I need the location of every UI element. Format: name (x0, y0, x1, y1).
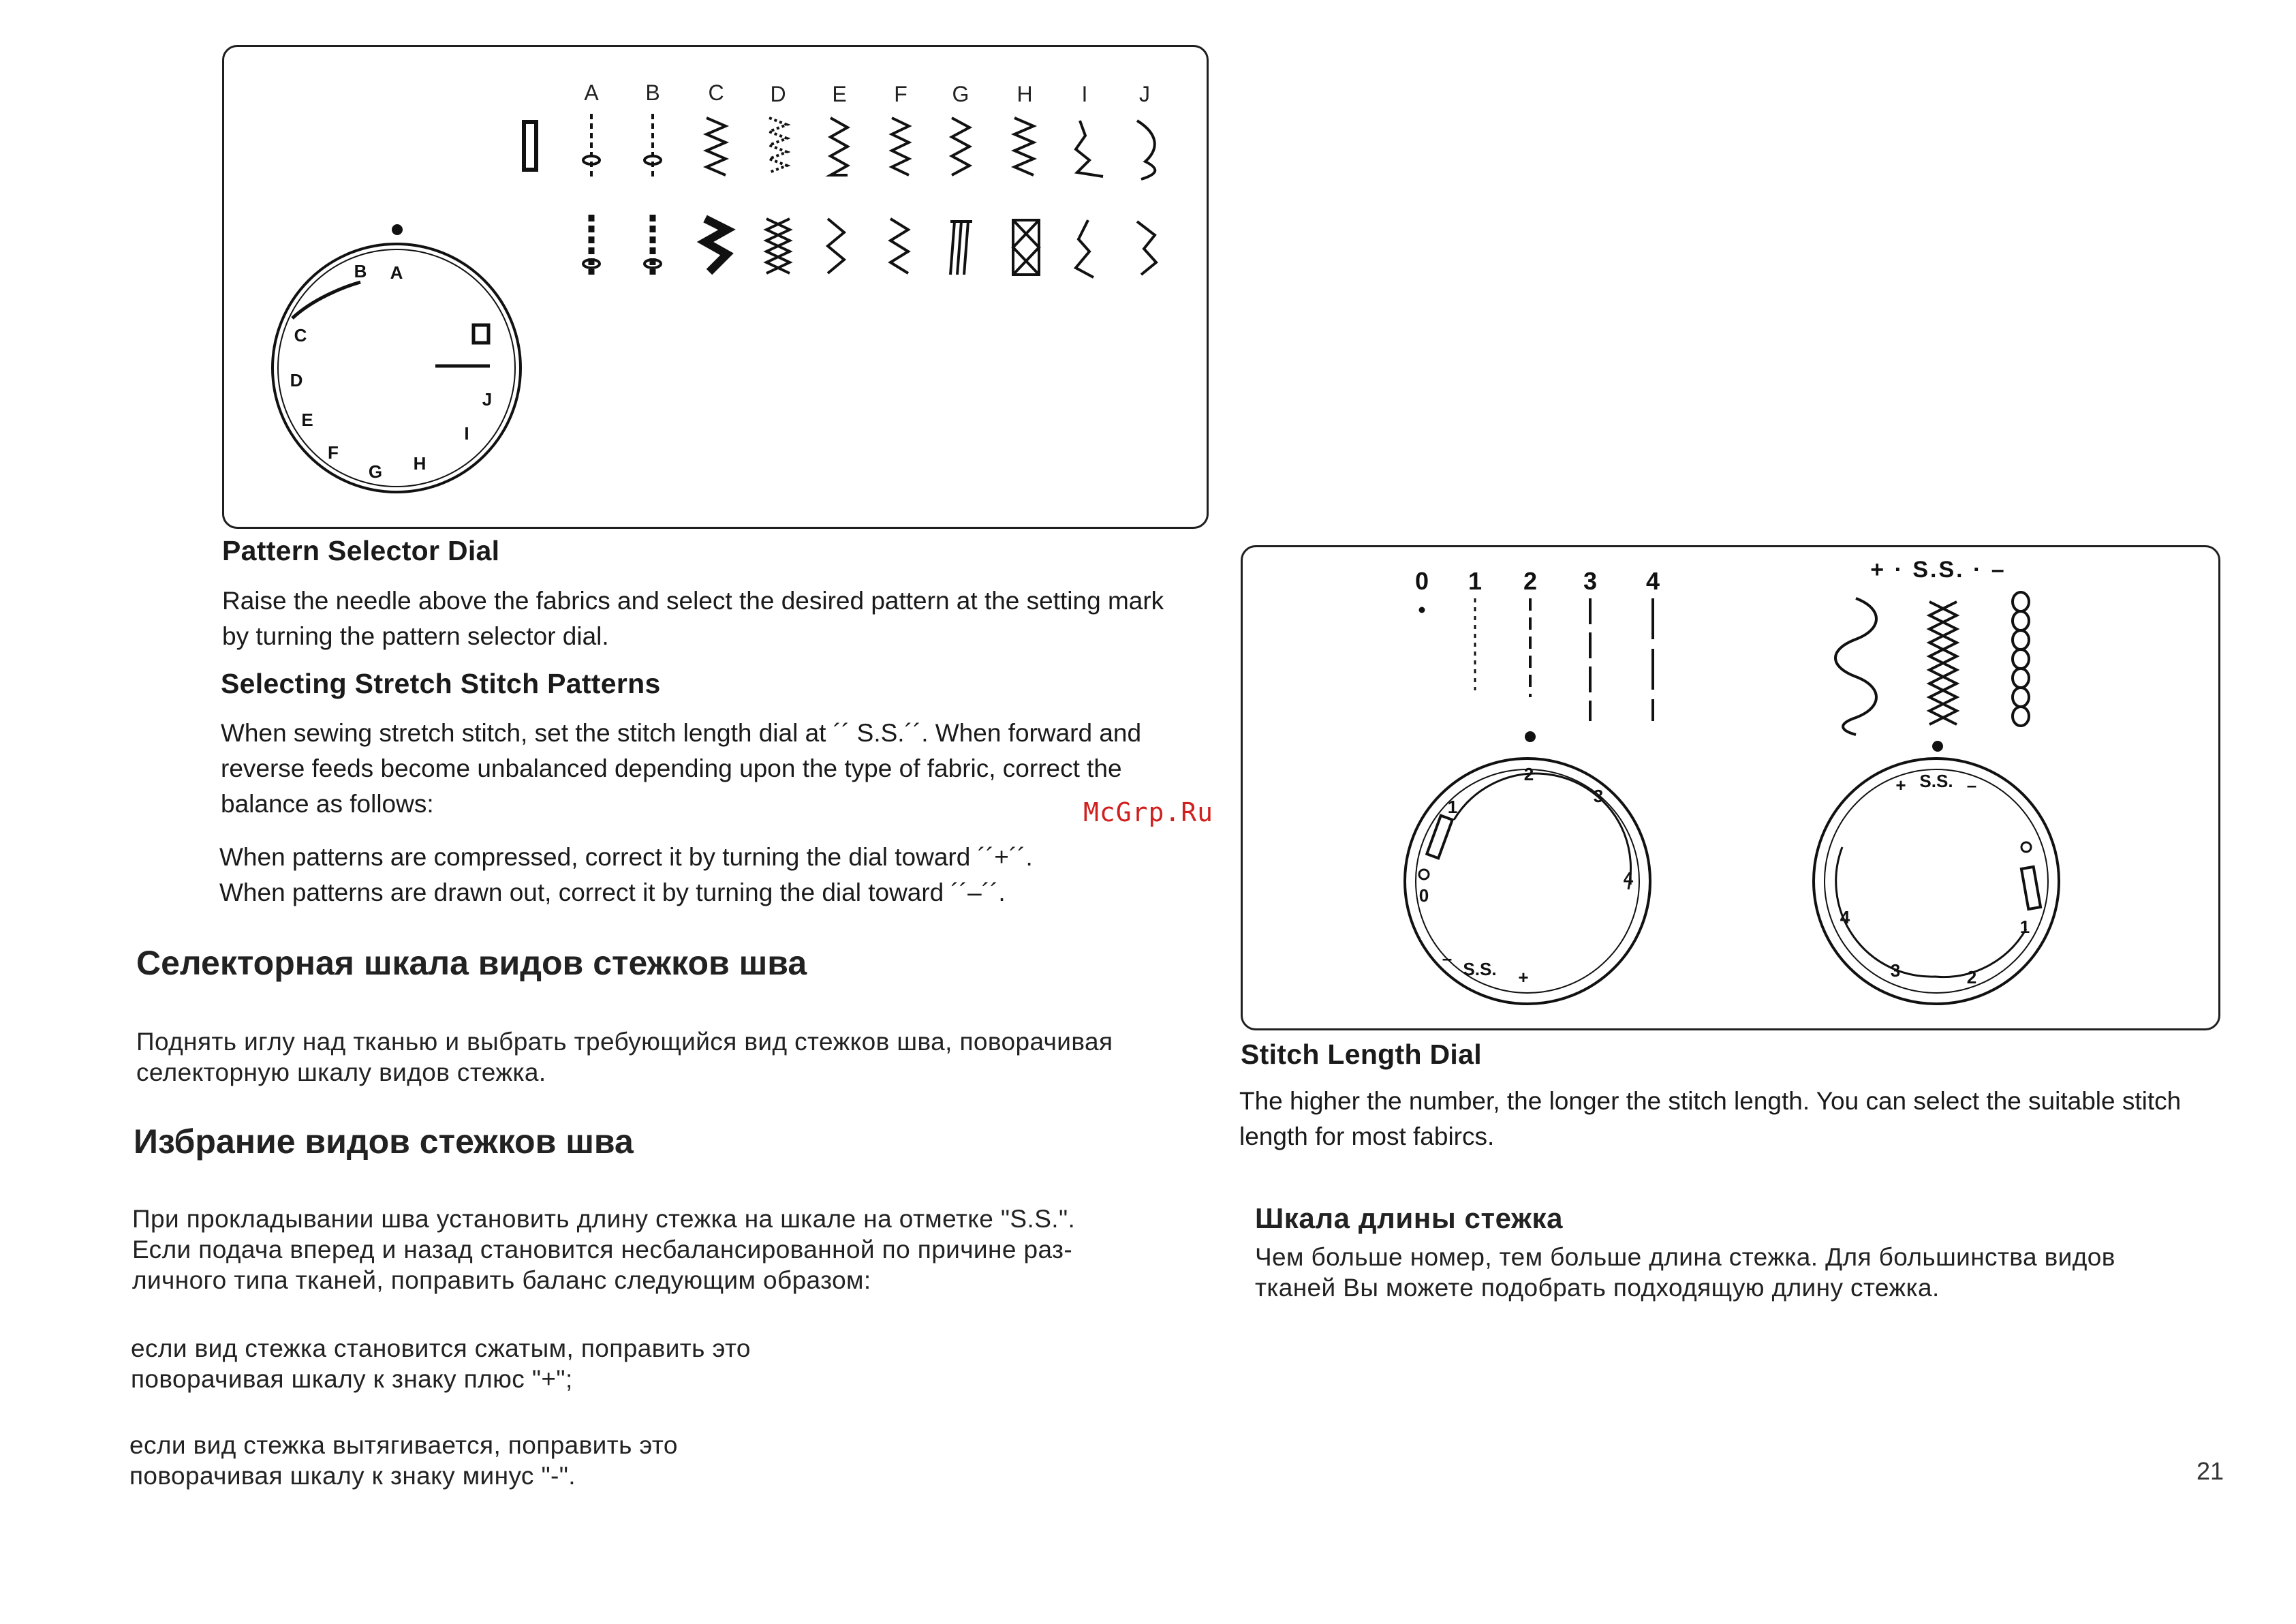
multi-zigzag-stitch-icon (952, 118, 969, 175)
ss-scale-label: + · S.S. · – (1870, 557, 2006, 583)
dial-mark: + (1895, 775, 1906, 795)
paragraph-line: length for most fabircs. (1239, 1122, 1495, 1150)
triple-zigzag-stitch-icon (831, 118, 848, 175)
stitch-length-dial-numbers (1405, 731, 1650, 1004)
scale-number: 2 (1523, 567, 1538, 595)
column-letter: I (1081, 82, 1088, 106)
dial-letter: A (390, 262, 403, 283)
pattern-selector-diagram (224, 47, 1207, 527)
dial-mark: 4 (1840, 907, 1850, 928)
paragraph-line: тканей Вы можете подобрать подходящую длину стежка. (1255, 1274, 1940, 1302)
wavy-stitch-icon (1835, 598, 1876, 735)
dial-mark: 1 (1447, 797, 1458, 817)
blind-stitch-icon (892, 118, 909, 175)
column-letter: F (894, 82, 907, 106)
pattern-selector-figure (222, 45, 1209, 529)
column-letter: H (1017, 82, 1033, 106)
honeycomb-stitch-icon (1929, 602, 1957, 724)
dial-mark: 0 (1418, 885, 1429, 906)
scale-number: 3 (1583, 567, 1598, 595)
serpentine-stitch-icon (1076, 220, 1093, 277)
ru-choice-compressed (131, 1333, 751, 1394)
ru-selector-text (136, 1026, 1113, 1088)
column-letter: E (832, 82, 847, 106)
paragraph-line: When sewing stretch stitch, set the stitch length dial at ´´ S.S.´´. When forward and (221, 719, 1142, 747)
ru-length-text (1255, 1242, 2115, 1303)
page-number: 21 (2197, 1457, 2224, 1485)
ru-choice-text (132, 1204, 1075, 1296)
buttonhole-icon (524, 122, 536, 170)
dial-mark: 2 (1523, 764, 1534, 784)
zigzag-dotted-stitch-icon (769, 118, 787, 172)
stitch-length-figure (1241, 545, 2220, 1030)
paragraph-line: Чем больше номер, тем больше длина стежка. Для большинства видов (1255, 1243, 2115, 1271)
ru-selector-title: Селекторная шкала видов стежков шва (136, 944, 807, 982)
zigzag-stitch-icon (707, 118, 726, 175)
paragraph-line: При прокладывании шва установить длину стежка на шкале на отметке "S.S.". (132, 1205, 1076, 1233)
column-letter: C (708, 80, 724, 105)
dial-mark: – (1442, 948, 1453, 968)
ru-choice-title: Избрание видов стежков шва (134, 1122, 634, 1161)
dial-mark: 3 (1593, 786, 1604, 806)
dial-letter: F (328, 442, 339, 463)
scale-number: 0 (1414, 567, 1429, 595)
pattern-selector-title: Pattern Selector Dial (222, 535, 500, 566)
setting-mark-icon (392, 224, 403, 235)
dial-mark: S.S. (1463, 959, 1497, 979)
scale-number: 1 (1468, 567, 1483, 595)
column-letter: G (952, 82, 969, 106)
stretch-stitch-title: Selecting Stretch Stitch Patterns (221, 668, 661, 699)
stretch-stitch-text (221, 716, 1141, 822)
straight-stitch-icon (583, 114, 600, 177)
column-letter: A (584, 80, 599, 105)
stitch-length-title: Stitch Length Dial (1241, 1039, 1482, 1070)
paragraph-line: When patterns are compressed, correct it by turning the dial toward ´´+´´. (219, 843, 1033, 871)
stitch-patterns-top-row (583, 114, 1155, 179)
dial-mark: S.S. (1919, 771, 1953, 791)
paragraph-line: Поднять иглу над тканью и выбрать требующийся вид стежков шва, поворачивая (136, 1028, 1113, 1056)
ru-length-title: Шкала длины стежка (1255, 1202, 1564, 1234)
overedge-stitch-icon (1014, 118, 1034, 175)
paragraph-line: личного типа тканей, поправить баланс следующим образом: (132, 1266, 871, 1294)
ladder-stitch-icon (950, 221, 972, 275)
column-letter: D (770, 82, 786, 106)
ru-choice-drawn (129, 1430, 678, 1491)
stretch-blind-stitch-icon (890, 219, 908, 273)
dial-mark: 4 (1623, 868, 1634, 889)
honeycomb-stitch-icon (766, 219, 790, 273)
paragraph-line: Если подача вперед и назад становится несбалансированной по причине раз- (132, 1236, 1073, 1263)
dial-letter: I (464, 423, 469, 444)
buttonhole-icon (474, 325, 488, 343)
dial-letter: J (482, 389, 493, 410)
pattern-selector-dial (273, 224, 521, 492)
rick-rack-stitch-icon (705, 219, 727, 272)
dial-mark: + (1518, 967, 1529, 987)
paragraph-line: reverse feeds become unbalanced depending upon the type of fabric, correct the (221, 754, 1122, 782)
stretch-straight-icon (583, 215, 600, 275)
dial-letter: H (413, 453, 426, 474)
wave-stitch-icon (1137, 221, 1156, 275)
dial-letter: G (368, 461, 383, 482)
stitch-length-dial-stretch (1814, 741, 2059, 1004)
stretch-straight-icon (645, 215, 661, 275)
straight-stitch-icon (645, 114, 661, 177)
stretch-stitch-corrections (219, 840, 1033, 910)
paragraph-line: поворачивая шкалу к знаку минус "-". (129, 1462, 576, 1490)
paragraph-line: Raise the needle above the fabrics and select the desired pattern at the setting mark (222, 587, 1164, 615)
stitch-length-text (1239, 1084, 2181, 1154)
stitch-length-samples (1419, 598, 1653, 721)
scallop-stitch-icon (1137, 121, 1155, 179)
dial-letter: E (301, 410, 313, 430)
paragraph-line: селекторную шкалу видов стежка. (136, 1058, 546, 1086)
dial-letter: D (290, 370, 303, 390)
dial-letter: B (354, 261, 367, 281)
stretch-stitch-samples (1835, 592, 2029, 735)
dial-mark: – (1966, 775, 1977, 795)
paragraph-line: поворачивая шкалу к знаку плюс "+"; (131, 1365, 573, 1393)
feather-stitch-icon (1076, 121, 1103, 177)
stitch-patterns-bottom-row (583, 215, 1156, 277)
column-letter: J (1139, 82, 1150, 106)
paragraph-line: by turning the pattern selector dial. (222, 622, 609, 650)
dial-mark: 1 (2019, 917, 2030, 937)
setting-mark-icon (1932, 741, 1943, 752)
paragraph-line: если вид стежка вытягивается, поправить это (129, 1431, 678, 1459)
paragraph-line: The higher the number, the longer the stitch length. You can select the suitable stitch (1239, 1087, 2182, 1115)
dial-letter: C (294, 325, 307, 346)
setting-mark-icon (1525, 731, 1536, 742)
column-letter: B (645, 80, 660, 105)
paragraph-line: balance as follows: (221, 790, 434, 818)
watermark: McGrp.Ru (1083, 797, 1214, 827)
pattern-selector-text (222, 583, 1164, 654)
cross-stitch-icon (1013, 220, 1039, 275)
triple-overedge-stitch-icon (828, 219, 844, 273)
scale-number: 4 (1645, 567, 1660, 595)
loop-stitch-icon (2013, 592, 2029, 726)
stitch-length-diagram (1243, 547, 2218, 1028)
paragraph-line: When patterns are drawn out, correct it by turning the dial toward ´´–´´. (219, 878, 1006, 906)
paragraph-line: если вид стежка становится сжатым, поправить это (131, 1334, 751, 1362)
dial-mark: 3 (1890, 960, 1901, 981)
dial-mark: 2 (1966, 967, 1977, 987)
